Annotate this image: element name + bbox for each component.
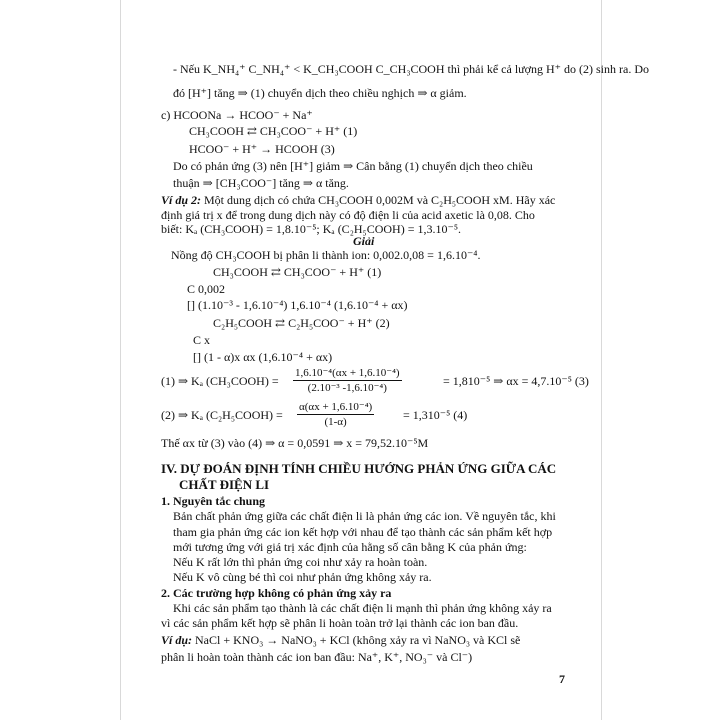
equation-line: HCOO⁻ + H⁺ → HCOOH (3): [189, 142, 335, 156]
text-line: Nếu K rất lớn thì phản ứng coi như xảy ra hoàn toàn.: [173, 555, 428, 569]
text-line: thuận ⇒ [CH₃COO⁻] tăng ⇒ α tăng.: [173, 176, 349, 190]
solution-heading: Giải: [353, 234, 375, 248]
subsection-heading: 2. Các trường hợp không có phản ứng xảy ra: [161, 586, 392, 600]
text-line: - Nếu K_NH₄⁺ C_NH₄⁺ < K_CH₃COOH C_CH₃COOH thì phải kể cả lượng H⁺ do (2) sinh ra. Do: [173, 62, 649, 76]
fraction: [297, 400, 374, 429]
formula-lhs: (1) ⇒ Kₐ (CH₃COOH) =: [161, 374, 279, 388]
table-line: [] (1 - α)x αx (1,6.10⁻⁴ + αx): [193, 350, 333, 364]
text-line: định giá trị x để trong dung dịch này có độ điện li của acid axetic là 0,08. Cho: [161, 208, 535, 222]
text-line: Do có phản ứng (3) nên [H⁺] giảm ⇒ Cân bằng (1) chuyển dịch theo chiều: [173, 159, 533, 173]
fraction-numerator: 1,6.10⁻⁴(αx + 1,6.10⁻⁴): [295, 367, 400, 379]
text-line: tham gia phản ứng các ion kết hợp với nhau để tạo thành các sản phẩm kết hợp: [173, 525, 553, 539]
page-number: 7: [559, 672, 565, 686]
equation-line: C₂H₅COOH ⇄ C₂H₅COO⁻ + H⁺ (2): [213, 316, 390, 330]
table-line: C x: [193, 333, 211, 347]
subsection-heading: 1. Nguyên tắc chung: [161, 494, 266, 508]
fraction: [293, 366, 402, 395]
document-page: [120, 0, 649, 720]
fraction-numerator: α(αx + 1,6.10⁻⁴): [299, 401, 373, 413]
section-heading: CHẤT ĐIỆN LI: [179, 477, 270, 492]
text-line: mới tương ứng với giá trị xác định của hằng số cân bằng K của phản ứng:: [173, 540, 527, 554]
fraction-denominator: (1-α): [324, 416, 347, 428]
example-line: [161, 193, 555, 207]
text-line: Thế αx từ (3) vào (4) ⇒ α = 0,0591 ⇒ x = 79,52.10⁻⁵M: [161, 436, 429, 450]
formula-rhs: = 1,310⁻⁵ (4): [403, 408, 468, 422]
text-line: vì các sản phẩm kết hợp sẽ phân li hoàn toàn trở lại thành các ion ban đầu.: [161, 616, 519, 630]
fraction-denominator: (2.10⁻³ -1,6.10⁻⁴): [307, 382, 387, 394]
text-line: Nếu K vô cùng bé thì coi như phản ứng không xảy ra.: [173, 570, 432, 584]
formula-lhs: (2) ⇒ Kₐ (C₂H₅COOH) =: [161, 408, 283, 422]
example-label: Ví dụ 2:: [161, 193, 202, 207]
equation-line: CH₃COOH ⇄ CH₃COO⁻ + H⁺ (1): [189, 124, 358, 138]
text-line: đó [H⁺] tăng ⇒ (1) chuyển dịch theo chiều nghịch ⇒ α giảm.: [173, 86, 467, 100]
text-line: Khi các sản phẩm tạo thành là các chất điện li mạnh thì phản ứng không xảy ra: [173, 601, 552, 615]
text-line: phân li hoàn toàn thành các ion ban đầu: Na⁺, K⁺, NO₃⁻ và Cl⁻): [161, 650, 473, 664]
formula-rhs: = 1,810⁻⁵ ⇒ αx = 4,7.10⁻⁵ (3): [443, 374, 589, 388]
section-heading: IV. DỰ ĐOÁN ĐỊNH TÍNH CHIỀU HƯỚNG PHẢN ỨNG GIỮA CÁC: [161, 461, 557, 476]
table-line: C 0,002: [187, 282, 226, 296]
table-line: [] (1.10⁻³ - 1,6.10⁻⁴) 1,6.10⁻⁴ (1,6.10⁻⁴ + αx): [187, 298, 408, 312]
text-line: c) HCOONa → HCOO⁻ + Na⁺: [161, 108, 313, 122]
example-text: NaCl + KNO₃ → NaNO₃ + KCl (không xảy ra vì NaNO₃ và KCl sẽ: [192, 633, 521, 647]
equation-line: CH₃COOH ⇄ CH₃COO⁻ + H⁺ (1): [213, 265, 382, 279]
example-line: [161, 633, 520, 647]
text-line: Bản chất phản ứng giữa các chất điện li là phản ứng các ion. Về nguyên tắc, khi: [173, 509, 556, 523]
text-line: Nồng độ CH₃COOH bị phân li thành ion: 0,002.0,08 = 1,6.10⁻⁴.: [171, 248, 481, 262]
example-text: Một dung dịch có chứa CH₃COOH 0,002M và C₂H₅COOH xM. Hãy xác: [201, 193, 556, 207]
example-label: Ví dụ:: [161, 633, 193, 647]
text-line: biết: Kₐ (CH₃COOH) = 1,8.10⁻⁵; Kₐ (C₂H₅COOH) = 1,3.10⁻⁵.: [161, 222, 462, 236]
